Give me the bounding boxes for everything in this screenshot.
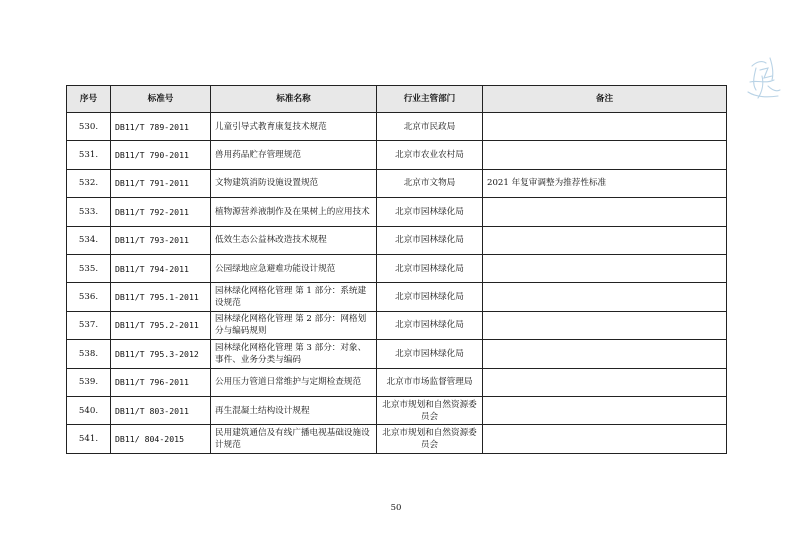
cell-code: DB11/T 792-2011 — [111, 198, 211, 226]
cell-note — [483, 198, 727, 226]
cell-index: 540. — [67, 396, 111, 424]
cell-note — [483, 311, 727, 339]
cell-dept: 北京市园林绿化局 — [377, 283, 483, 311]
cell-dept: 北京市园林绿化局 — [377, 226, 483, 254]
table-row — [67, 198, 727, 226]
cell-note — [483, 340, 727, 368]
table-row — [67, 311, 727, 339]
cell-code: DB11/T 790-2011 — [111, 141, 211, 169]
standards-table — [66, 85, 727, 454]
table-row — [67, 254, 727, 282]
cell-code: DB11/T 796-2011 — [111, 368, 211, 396]
cell-index: 537. — [67, 311, 111, 339]
cell-name: 园林绿化网格化管理 第 1 部分：系统建设规范 — [211, 283, 377, 311]
cell-code: DB11/T 794-2011 — [111, 254, 211, 282]
cell-code: DB11/T 795.1-2011 — [111, 283, 211, 311]
cell-index: 539. — [67, 368, 111, 396]
cell-dept: 北京市规划和自然资源委员会 — [377, 425, 483, 453]
cell-index: 533. — [67, 198, 111, 226]
cell-name: 文物建筑消防设施设置规范 — [211, 169, 377, 197]
cell-index: 532. — [67, 169, 111, 197]
page-number: 50 — [390, 503, 402, 513]
cell-note — [483, 396, 727, 424]
header-index: 序号 — [67, 86, 111, 113]
header-name: 标准名称 — [211, 86, 377, 113]
cell-code: DB11/T 795.2-2011 — [111, 311, 211, 339]
cell-note — [483, 141, 727, 169]
cell-dept: 北京市园林绿化局 — [377, 198, 483, 226]
table-row — [67, 425, 727, 453]
table-row — [67, 340, 727, 368]
cell-note — [483, 254, 727, 282]
cell-code: DB11/T 795.3-2012 — [111, 340, 211, 368]
cell-name: 园林绿化网格化管理 第 2 部分：网格划分与编码规则 — [211, 311, 377, 339]
cell-index: 530. — [67, 113, 111, 141]
cell-dept: 北京市园林绿化局 — [377, 340, 483, 368]
cell-code: DB11/T 793-2011 — [111, 226, 211, 254]
cell-name: 兽用药品贮存管理规范 — [211, 141, 377, 169]
cell-note — [483, 425, 727, 453]
table-row — [67, 113, 727, 141]
table-row — [67, 283, 727, 311]
cell-index: 538. — [67, 340, 111, 368]
cell-dept: 北京市园林绿化局 — [377, 311, 483, 339]
table-row — [67, 396, 727, 424]
cell-name: 植物源营养液制作及在果树上的应用技术 — [211, 198, 377, 226]
table-row — [67, 226, 727, 254]
cell-code: DB11/T 803-2011 — [111, 396, 211, 424]
cell-dept: 北京市文物局 — [377, 169, 483, 197]
cell-dept: 北京市农业农村局 — [377, 141, 483, 169]
cell-note — [483, 368, 727, 396]
cell-name: 儿童引导式教育康复技术规范 — [211, 113, 377, 141]
cell-name: 民用建筑通信及有线广播电视基础设施设计规范 — [211, 425, 377, 453]
cell-name: 再生混凝土结构设计规程 — [211, 396, 377, 424]
header-note: 备注 — [483, 86, 727, 113]
table-header-row — [67, 86, 727, 113]
header-dept: 行业主管部门 — [377, 86, 483, 113]
cell-note — [483, 283, 727, 311]
cell-index: 541. — [67, 425, 111, 453]
cell-note — [483, 113, 727, 141]
cell-code: DB11/ 804-2015 — [111, 425, 211, 453]
cell-index: 535. — [67, 254, 111, 282]
cell-name: 公用压力管道日常维护与定期检查规范 — [211, 368, 377, 396]
cell-index: 531. — [67, 141, 111, 169]
cell-dept: 北京市规划和自然资源委员会 — [377, 396, 483, 424]
handwritten-seal-icon — [738, 46, 788, 108]
table-row — [67, 141, 727, 169]
cell-index: 534. — [67, 226, 111, 254]
cell-dept: 北京市民政局 — [377, 113, 483, 141]
cell-name: 园林绿化网格化管理 第 3 部分：对象、事件、业务分类与编码 — [211, 340, 377, 368]
cell-note — [483, 226, 727, 254]
table-row — [67, 169, 727, 197]
cell-dept: 北京市园林绿化局 — [377, 254, 483, 282]
cell-name: 公园绿地应急避难功能设计规范 — [211, 254, 377, 282]
cell-name: 低效生态公益林改造技术规程 — [211, 226, 377, 254]
cell-code: DB11/T 791-2011 — [111, 169, 211, 197]
cell-index: 536. — [67, 283, 111, 311]
header-code: 标准号 — [111, 86, 211, 113]
cell-note: 2021 年复审调整为推荐性标准 — [483, 169, 727, 197]
table-row — [67, 368, 727, 396]
cell-code: DB11/T 789-2011 — [111, 113, 211, 141]
cell-dept: 北京市市场监督管理局 — [377, 368, 483, 396]
